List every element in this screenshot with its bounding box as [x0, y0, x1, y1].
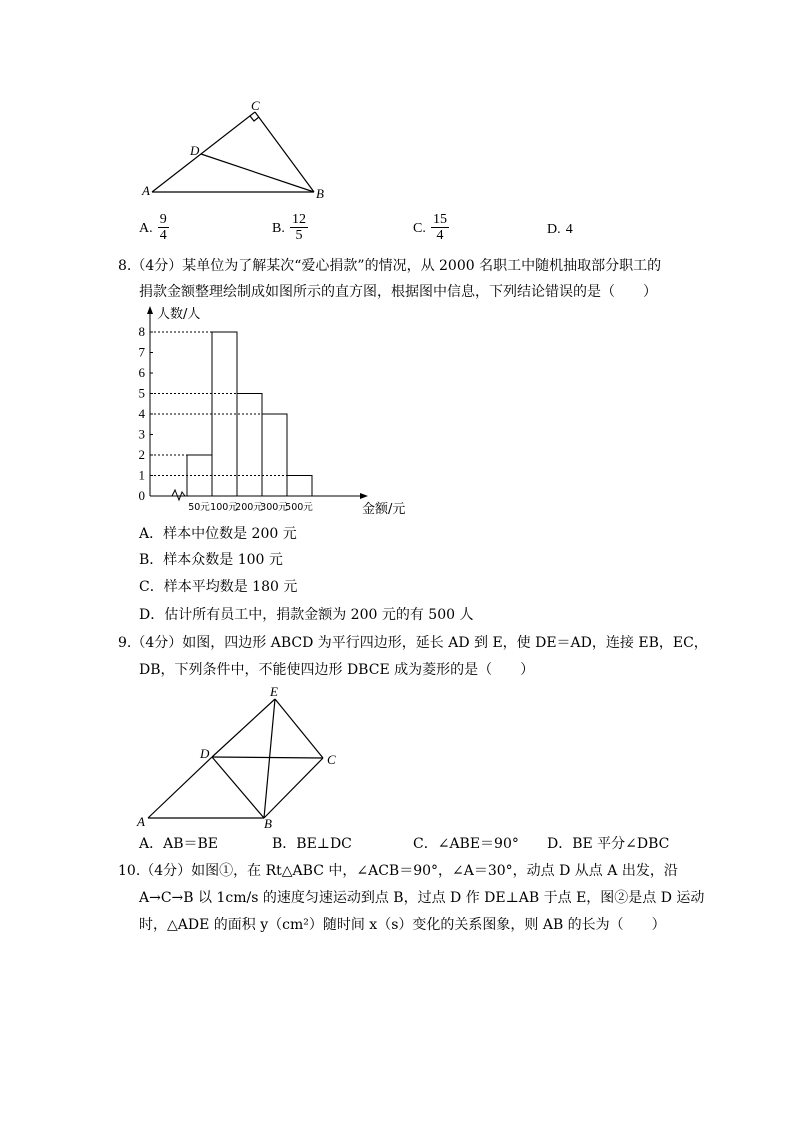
- denominator: 5: [295, 228, 303, 243]
- q9-stem-line2: DB，下列条件中，不能使四边形 DBCE 成为菱形的是（ ）: [139, 662, 535, 678]
- label-c: C: [327, 752, 336, 767]
- q10-stem-line3: 时，△ADE 的面积 y（cm²）随时间 x（s）变化的关系图象，则 AB 的长为（ ）: [139, 917, 666, 933]
- option-letter: B.: [272, 221, 285, 236]
- q9-stem-line1: 9.（4分）如图，四边形 ABCD 为平行四边形，延长 AD 到 E，使 DE＝AD，连接 EB，EC，: [118, 635, 708, 651]
- y-axis-label: 人数/人: [157, 307, 201, 322]
- x-tick-label: 200元: [235, 502, 263, 513]
- segment-ad: [148, 757, 212, 818]
- x-tick-label: 50元: [188, 502, 210, 513]
- label-d: D: [190, 143, 200, 158]
- x-tick-label: 500元: [285, 502, 313, 513]
- q9-option-a[interactable]: A．AB＝BE: [139, 836, 219, 852]
- histogram-bar: [237, 394, 262, 497]
- q7-option-c[interactable]: [413, 212, 449, 243]
- y-tick-label: 8: [138, 324, 145, 339]
- q8-option-c[interactable]: C．样本平均数是 180 元: [139, 579, 298, 595]
- q10-stem-line1: 10.（4分）如图①，在 Rt△ABC 中，∠ACB＝90°，∠A＝30°，动点 D 从点 A 出发，沿: [118, 863, 678, 879]
- q8-option-d[interactable]: D．估计所有员工中，捐款金额为 200 元的有 500 人: [139, 607, 474, 623]
- x-tick-label: 100元: [210, 502, 238, 513]
- y-axis-arrow: [147, 306, 153, 314]
- q7-option-b[interactable]: [272, 212, 308, 243]
- y-tick-label: 5: [138, 385, 145, 401]
- segment-dc: [212, 757, 323, 758]
- q9-option-b[interactable]: B．BE⊥DC: [272, 836, 352, 852]
- y-tick-label: 3: [138, 426, 145, 442]
- histogram-chart: [130, 300, 420, 525]
- segment-db: [212, 757, 264, 818]
- histogram-bar: [287, 476, 312, 497]
- x-axis-label: 金额/元: [362, 502, 406, 517]
- fraction: [158, 212, 169, 243]
- q8-option-b[interactable]: B．样本众数是 100 元: [139, 552, 283, 568]
- y-tick-label: 1: [138, 467, 145, 483]
- denominator: 4: [159, 228, 167, 243]
- label-c: C: [251, 98, 260, 113]
- option-letter: C.: [413, 221, 426, 236]
- y-tick-label: 7: [138, 344, 145, 360]
- segment-ec: [275, 699, 323, 758]
- denominator: 4: [436, 228, 444, 243]
- y-tick-label: 6: [138, 365, 145, 380]
- q7-option-a[interactable]: [139, 212, 169, 243]
- q8-stem-line2: 捐款金额整理绘制成如图所示的直方图，根据图中信息，下列结论错误的是（ ）: [139, 284, 657, 300]
- y-tick-label: 0: [138, 488, 145, 503]
- option-letter: A.: [139, 221, 153, 236]
- axis-break-mark: [172, 490, 185, 500]
- x-axis-arrow: [360, 493, 368, 499]
- y-tick-label: 4: [138, 406, 145, 421]
- segment-cb: [255, 112, 314, 192]
- segment-ac: [152, 112, 255, 192]
- label-b: B: [316, 186, 324, 201]
- numerator: 15: [432, 212, 447, 227]
- fraction: [290, 212, 308, 243]
- label-e: E: [270, 684, 278, 699]
- q10-stem-line2: A→C→B 以 1cm/s 的速度匀速运动到点 B，过点 D 作 DE⊥AB 于点 E，图②是点 D 运动: [139, 890, 705, 906]
- q9-option-c[interactable]: C．∠ABE＝90°: [413, 836, 519, 852]
- numerator: 9: [159, 212, 167, 227]
- q9-option-d[interactable]: D．BE 平分∠DBC: [547, 836, 670, 852]
- segment-de: [212, 699, 275, 757]
- parallelogram-figure: [130, 680, 350, 830]
- q8-option-a[interactable]: A．样本中位数是 200 元: [139, 526, 297, 542]
- segment-bc: [264, 758, 323, 818]
- label-b: B: [264, 816, 272, 830]
- y-tick-label: 2: [138, 447, 145, 462]
- option-letter: D.: [547, 222, 561, 237]
- label-a: A: [137, 814, 145, 829]
- q8-stem-line1: 8.（4分）某单位为了解某次“爱心捐款”的情况，从 2000 名职工中随机抽取部分职工的: [118, 258, 662, 274]
- label-a: A: [142, 183, 150, 198]
- option-value: 4: [565, 222, 573, 237]
- fraction: [431, 212, 449, 243]
- histogram-bar: [262, 414, 287, 496]
- label-d: D: [200, 746, 210, 761]
- segment-eb: [264, 699, 275, 818]
- q7-option-d[interactable]: [547, 218, 573, 238]
- segment-db: [201, 154, 314, 192]
- numerator: 12: [291, 212, 306, 227]
- x-tick-label: 300元: [260, 502, 288, 513]
- triangle-figure: [130, 92, 340, 202]
- right-angle-mark: [250, 116, 259, 121]
